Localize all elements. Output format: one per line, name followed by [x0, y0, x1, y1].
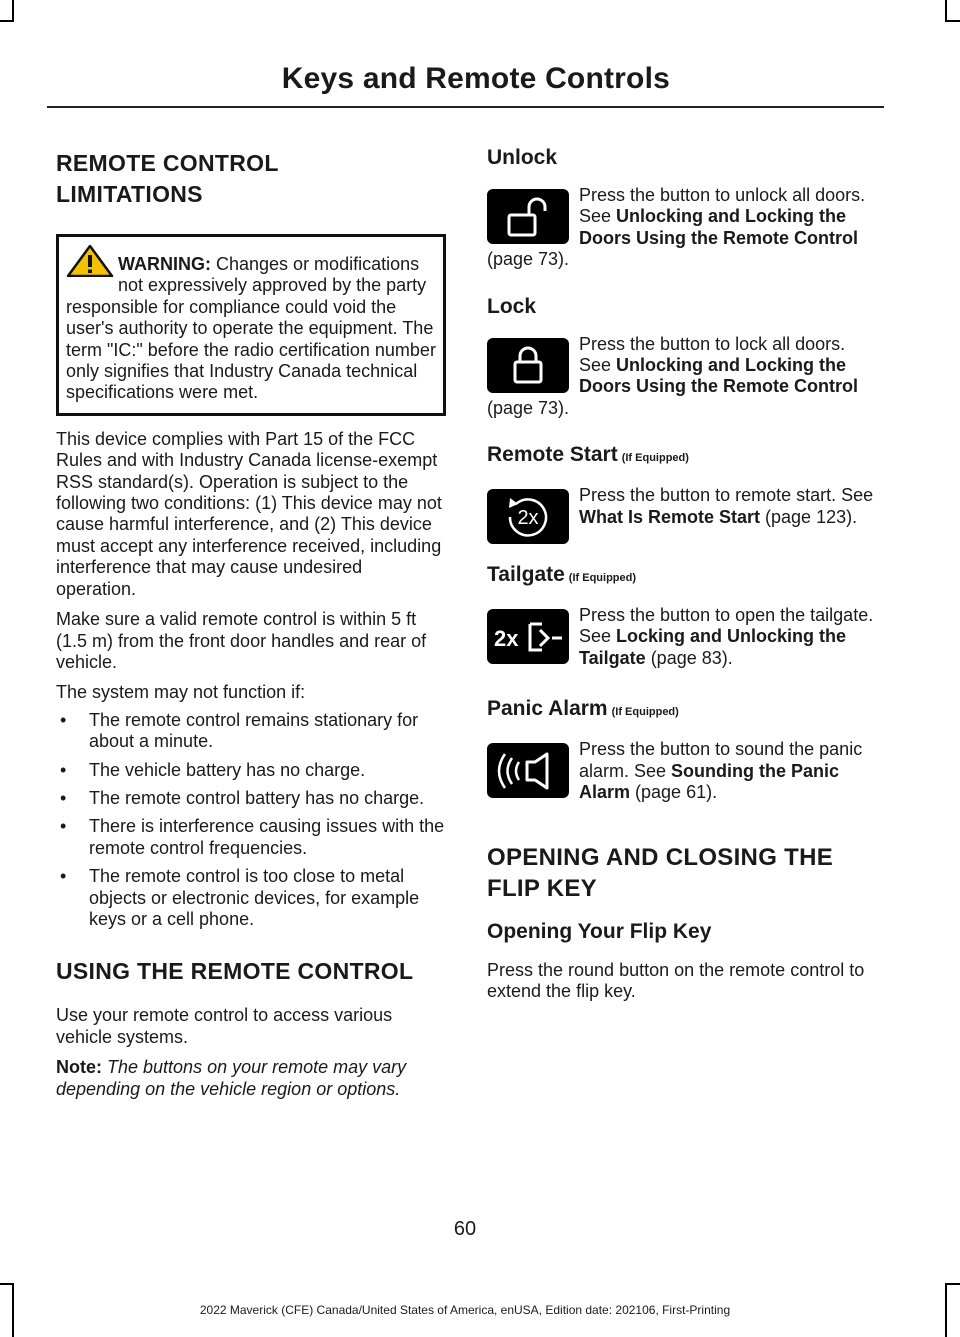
- crop-mark: [0, 20, 14, 22]
- lock-icon: [487, 338, 569, 393]
- unlock-page: (page 73).: [487, 249, 570, 270]
- heading-opening-flip-key: Opening Your Flip Key: [487, 919, 712, 943]
- panic-reference: Sounding the Panic Alarm: [579, 760, 840, 803]
- right-column: [487, 140, 882, 1002]
- lock-instruction: Press the button to lock all doors. See: [579, 333, 846, 376]
- tailgate-title: Tailgate: [487, 563, 565, 587]
- list-item-text: There is interference causing issues with the remote control frequencies.: [89, 816, 445, 858]
- section-title-line: OPENING AND CLOSING THE: [487, 843, 834, 871]
- section-title-limitations: [56, 148, 446, 210]
- lock-item: [487, 334, 882, 420]
- lock-reference: Unlocking and Locking the Doors Using the Remote Control: [579, 355, 859, 397]
- remote-start-instruction: Press the button to remote start. See: [579, 485, 874, 506]
- left-column: [56, 140, 446, 1100]
- panic-alarm-glyph: [497, 748, 559, 794]
- bullet: •: [60, 866, 67, 887]
- panic-alarm-icon: [487, 743, 569, 798]
- tailgate-page: (page 83).: [645, 647, 733, 668]
- unlock-glyph: [503, 197, 553, 237]
- page-number: 60: [453, 1218, 477, 1240]
- chapter-title: Keys and Remote Controls: [281, 62, 670, 95]
- edition-line: 2022 Maverick (CFE) Canada/United States of America, enUSA, Edition date: 202106, First-Printing: [199, 1303, 731, 1317]
- remote-start-icon: [487, 489, 569, 544]
- crop-mark: [945, 0, 947, 22]
- list-item: [56, 866, 446, 930]
- panic-page: (page 61).: [630, 782, 718, 803]
- if-equipped-label: (If Equipped): [621, 452, 689, 465]
- section-title-line: FLIP KEY: [487, 874, 597, 902]
- section-title-line: REMOTE CONTROL: [56, 150, 279, 176]
- list-item: [56, 710, 446, 753]
- unlock-item: [487, 185, 882, 271]
- section-title-using: USING THE REMOTE CONTROL: [56, 958, 414, 985]
- section-title-line: LIMITATIONS: [56, 181, 203, 207]
- remote-start-glyph: [500, 494, 556, 540]
- crop-mark: [945, 1283, 960, 1285]
- lock-page: (page 73).: [487, 397, 570, 418]
- heading-lock: Lock: [487, 294, 537, 318]
- tailgate-instruction: Press the button to open the tailgate. See: [579, 605, 874, 647]
- list-item: [56, 788, 446, 809]
- header-rule: [47, 106, 884, 108]
- remote-start-icon-text: 2x: [517, 506, 539, 529]
- tailgate-glyph: [490, 614, 566, 660]
- warning-text: Changes or modifications not expressively approved by the party responsible for compliance could void the user's authority to operate the equipment. The term "IC:" before the radio certification number only signifies that Industry Canada technical specifications were met.: [66, 254, 436, 403]
- list-item-text: The remote control remains stationary for about a minute.: [89, 709, 419, 752]
- heading-remote-start: [487, 441, 882, 472]
- bullet: •: [60, 787, 67, 808]
- bullet: •: [60, 709, 67, 730]
- panic-instruction: Press the button to sound the panic alarm. See: [579, 739, 863, 781]
- note-label: Note:: [56, 1057, 102, 1078]
- warning-triangle-icon: [66, 245, 114, 277]
- remote-start-page: (page 123).: [760, 506, 858, 527]
- list-item-text: The remote control is too close to metal objects or electronic devices, for example keys or a cell phone.: [89, 866, 420, 929]
- remote-start-title: Remote Start: [487, 443, 618, 467]
- list-item-text: The vehicle battery has no charge.: [89, 759, 366, 780]
- system-intro: The system may not function if:: [56, 682, 306, 703]
- using-paragraph: Use your remote control to access various vehicle systems.: [56, 1005, 393, 1047]
- lock-glyph: [503, 345, 553, 385]
- panic-item: [487, 739, 882, 803]
- warning-label: WARNING:: [118, 254, 211, 274]
- if-equipped-label: (If Equipped): [568, 572, 637, 585]
- remote-start-item: [487, 485, 882, 528]
- list-item: [56, 760, 446, 781]
- failure-conditions-list: [56, 710, 446, 931]
- note-paragraph: [56, 1057, 446, 1100]
- crop-mark: [945, 1283, 947, 1337]
- tailgate-item: [487, 605, 882, 669]
- tailgate-icon: [487, 609, 569, 664]
- tailgate-reference: Locking and Unlocking the Tailgate: [579, 626, 847, 668]
- range-paragraph: Make sure a valid remote control is within 5 ft (1.5 m) from the front door handles and rear of vehicle.: [56, 609, 427, 672]
- warning-box: [56, 234, 446, 416]
- remote-start-reference: What Is Remote Start: [579, 506, 761, 527]
- fcc-paragraph: This device complies with Part 15 of the FCC Rules and with Industry Canada license-exempt RSS standard(s). Operation is subject to the following two conditions: (1) This device may not cause harmful interference, and (2) This device must accept any interference received, including interference that may cause undesired operation.: [56, 428, 442, 599]
- note-text: The buttons on your remote may vary depending on the vehicle region or options.: [56, 1057, 407, 1099]
- crop-mark: [12, 0, 14, 22]
- section-title-flip-key: [487, 842, 882, 904]
- heading-panic-alarm: [487, 695, 882, 726]
- panic-title: Panic Alarm: [487, 697, 608, 721]
- bullet: •: [60, 759, 67, 780]
- unlock-reference: Unlocking and Locking the Doors Using the Remote Control: [579, 206, 859, 248]
- warning-paragraph: [66, 245, 436, 404]
- unlock-icon: [487, 189, 569, 244]
- opening-paragraph: Press the round button on the remote control to extend the flip key.: [487, 959, 865, 1001]
- crop-mark: [0, 1283, 14, 1285]
- list-item: [56, 816, 446, 859]
- heading-tailgate: [487, 561, 882, 592]
- unlock-instruction: Press the button to unlock all doors. See: [579, 185, 866, 227]
- list-item-text: The remote control battery has no charge.: [89, 787, 425, 808]
- tailgate-icon-text: 2x: [494, 625, 519, 651]
- heading-unlock: Unlock: [487, 146, 558, 169]
- if-equipped-label: (If Equipped): [611, 706, 679, 719]
- crop-mark: [945, 20, 960, 22]
- bullet: •: [60, 816, 67, 837]
